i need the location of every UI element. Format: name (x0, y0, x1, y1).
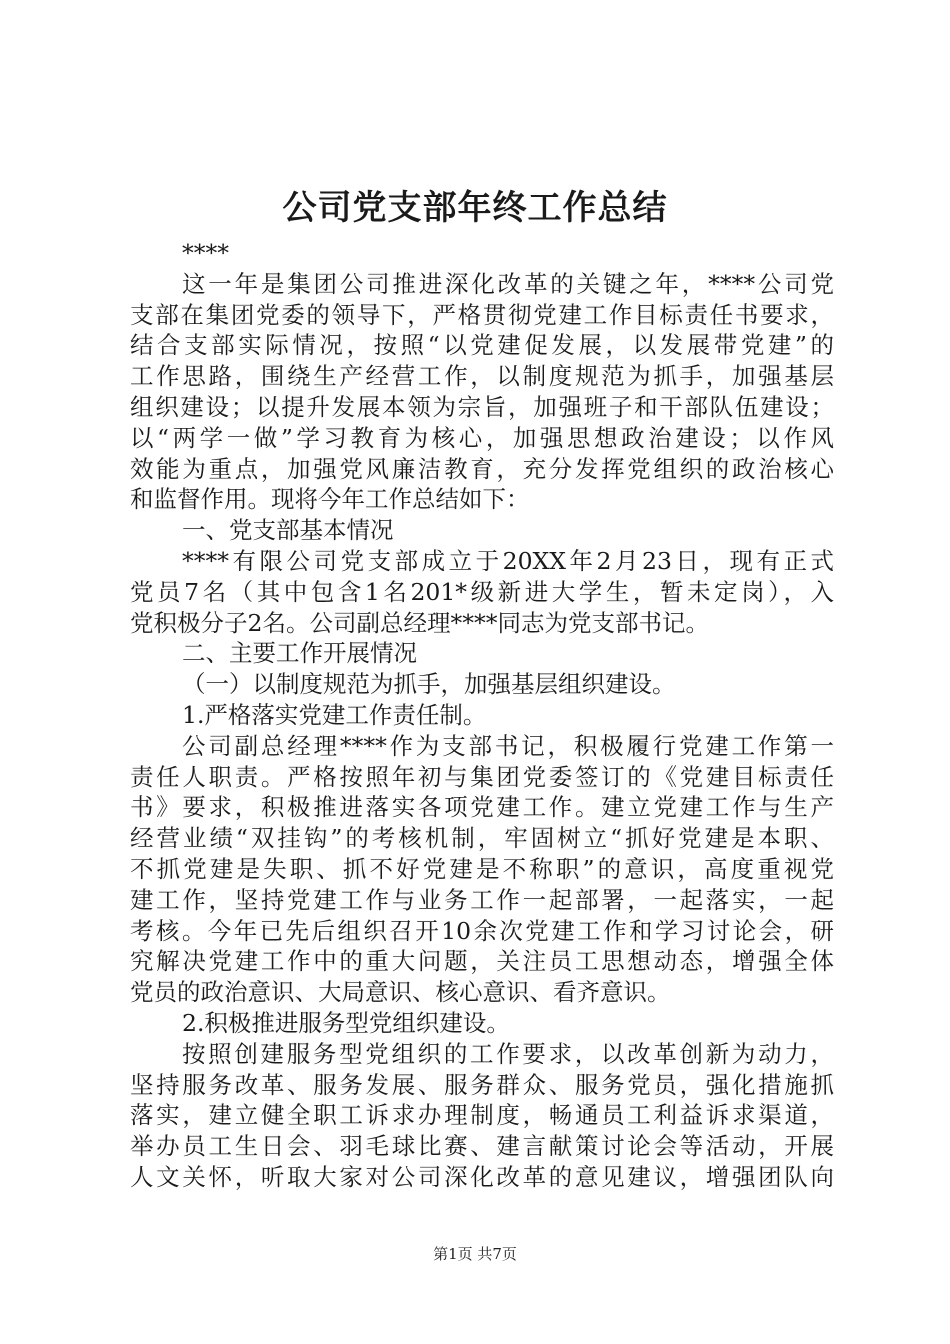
text-line: 究解决党建工作中的重大问题，关注员工思想动态，增强全体 (130, 947, 834, 976)
document-body (130, 238, 834, 1193)
text-line: 落实，建立健全职工诉求办理制度，畅通员工利益诉求渠道， (130, 1101, 834, 1130)
text-line: 以“两学一做”学习教育为核心，加强思想政治建设；以作风 (130, 423, 834, 452)
text-line: 党员的政治意识、大局意识、核心意识、看齐意识。 (130, 978, 671, 1007)
text-line: 不抓党建是失职、抓不好党建是不称职”的意识，高度重视党 (130, 854, 834, 883)
document-title: 公司党支部年终工作总结 (282, 188, 668, 228)
text-line: 一、党支部基本情况 (182, 516, 394, 545)
text-line: 二、主要工作开展情况 (182, 639, 417, 668)
text-line: 书》要求，积极推进落实各项党建工作。建立党建工作与生产 (130, 793, 834, 822)
text-line: 党员7名（其中包含1名201*级新进大学生，暂未定岗），入 (130, 577, 834, 606)
page-footer: 第1页 共7页 (433, 1245, 517, 1263)
text-line: 1.严格落实党建工作责任制。 (182, 700, 487, 729)
text-line: 考核。今年已先后组织召开10余次党建工作和学习讨论会，研 (130, 916, 834, 945)
text-line: 公司副总经理****作为支部书记，积极履行党建工作第一 (182, 731, 834, 760)
text-line: 举办员工生日会、羽毛球比赛、建言献策讨论会等活动，开展 (130, 1132, 834, 1161)
text-line: 建工作，坚持党建工作与业务工作一起部署，一起落实，一起 (130, 885, 834, 914)
text-line: 这一年是集团公司推进深化改革的关键之年，****公司党 (182, 269, 834, 298)
text-line: 党积极分子2名。公司副总经理****同志为党支部书记。 (130, 608, 709, 637)
text-line: 支部在集团党委的领导下，严格贯彻党建工作目标责任书要求， (130, 300, 834, 329)
text-line: **** (182, 239, 229, 267)
text-line: 人文关怀，听取大家对公司深化改革的意见建议，增强团队向 (130, 1162, 834, 1191)
text-line: 按照创建服务型党组织的工作要求，以改革创新为动力， (182, 1039, 834, 1068)
text-line: 组织建设；以提升发展本领为宗旨，加强班子和干部队伍建设； (130, 392, 834, 421)
text-line: 工作思路，围绕生产经营工作，以制度规范为抓手，加强基层 (130, 362, 834, 391)
text-line: （一）以制度规范为抓手，加强基层组织建设。 (182, 670, 676, 699)
text-line: 责任人职责。严格按照年初与集团党委签订的《党建目标责任 (130, 762, 834, 791)
text-line: ****有限公司党支部成立于20XX年2月23日，现有正式 (182, 546, 834, 575)
text-line: 坚持服务改革、服务发展、服务群众、服务党员，强化措施抓 (130, 1070, 834, 1099)
text-line: 结合支部实际情况，按照“以党建促发展，以发展带党建”的 (130, 331, 834, 360)
text-line: 和监督作用。现将今年工作总结如下： (130, 485, 530, 514)
text-line: 2.积极推进服务型党组织建设。 (182, 1008, 510, 1037)
text-line: 效能为重点，加强党风廉洁教育，充分发挥党组织的政治核心 (130, 454, 834, 483)
text-line: 经营业绩“双挂钩”的考核机制，牢固树立“抓好党建是本职、 (130, 824, 834, 853)
